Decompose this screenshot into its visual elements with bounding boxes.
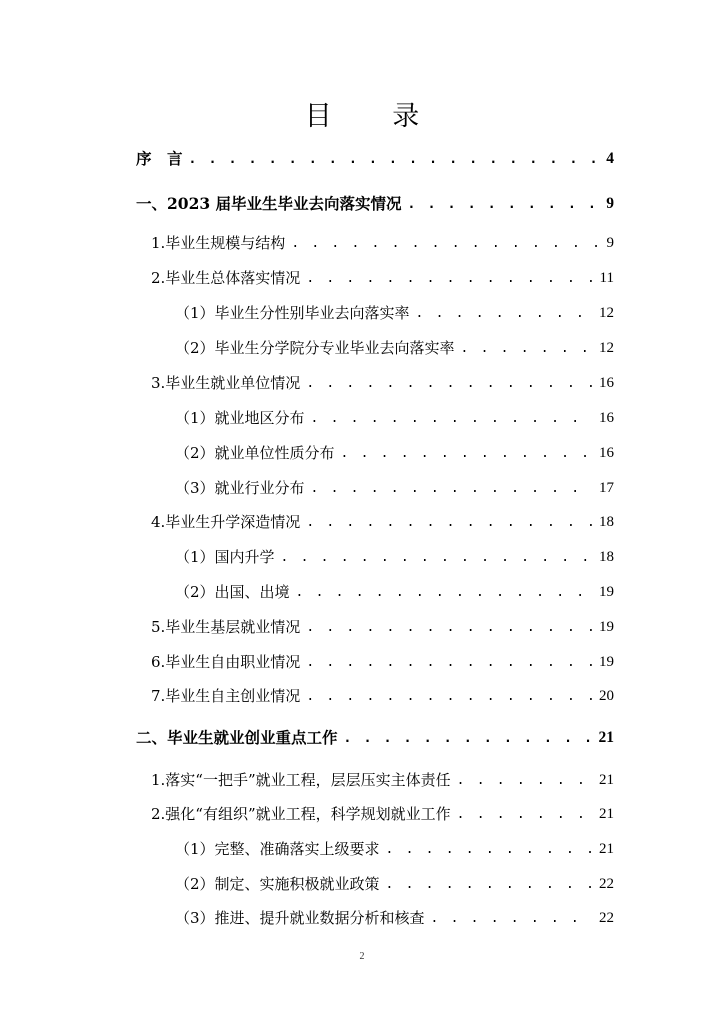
toc-leader-dots	[386, 840, 593, 860]
toc-entry[interactable]	[151, 651, 614, 673]
toc-entry-label: （3）推进、提升就业数据分析和核查	[175, 909, 425, 927]
toc-leader-dots	[386, 875, 593, 895]
toc-entry-page: 16	[599, 445, 614, 461]
toc-entry-label: （3）就业行业分布	[175, 479, 305, 497]
toc-leader-dots	[306, 687, 593, 707]
toc-entry-label: （2）就业单位性质分布	[175, 444, 335, 462]
toc-leader-dots	[281, 548, 593, 568]
toc-leader-dots	[408, 195, 601, 215]
toc-entry-page: 12	[599, 305, 614, 321]
toc-entry-label: 1.毕业生规模与结构	[151, 234, 286, 252]
toc-entry-page: 9	[606, 235, 614, 251]
toc-entry[interactable]	[151, 616, 614, 638]
toc-entry-label: 一、2023 届毕业生毕业去向落实情况	[136, 194, 402, 213]
toc-entry-page: 19	[599, 584, 614, 600]
toc-leader-dots	[461, 339, 593, 359]
toc-entry-page: 21	[599, 806, 614, 822]
toc-entry[interactable]	[175, 337, 614, 359]
toc-entry-page: 19	[599, 619, 614, 635]
toc-entry-page: 4	[606, 150, 614, 167]
toc-leader-dots	[344, 729, 593, 749]
toc-entry-label: （1）就业地区分布	[175, 409, 305, 427]
toc-leader-dots	[306, 513, 593, 533]
toc-leader-dots	[306, 374, 593, 394]
toc-entry-label: 3.毕业生就业单位情况	[151, 374, 301, 392]
toc-entry-label: 1.落实“一把手”就业工程，层层压实主体责任	[151, 771, 451, 789]
toc-entry-label: （2）制定、实施积极就业政策	[175, 875, 380, 893]
toc-entry[interactable]	[151, 232, 614, 254]
toc-entry[interactable]	[151, 511, 614, 533]
toc-entry-page: 18	[599, 549, 614, 565]
toc-entry[interactable]	[175, 838, 614, 860]
toc-entry[interactable]	[151, 685, 614, 707]
toc-leader-dots	[311, 409, 593, 429]
toc-entry-label: 2.毕业生总体落实情况	[151, 269, 301, 287]
toc-leader-dots	[457, 805, 593, 825]
toc-entry[interactable]	[151, 803, 614, 825]
toc-leader-dots	[306, 618, 593, 638]
toc-entry-section-2[interactable]	[136, 727, 614, 749]
toc-entry-page: 17	[599, 480, 614, 496]
toc-entry-label: 2.强化“有组织”就业工程，科学规划就业工作	[151, 805, 451, 823]
toc-entry-section-1[interactable]	[136, 193, 614, 215]
toc-entry[interactable]	[151, 267, 614, 289]
toc-entry-page: 21	[599, 772, 614, 788]
toc-leader-dots	[457, 771, 593, 791]
toc-entry-label: 序 言	[136, 149, 183, 168]
toc-entry-page: 18	[599, 514, 614, 530]
toc-entry-label: （1）国内升学	[175, 548, 275, 566]
toc-leader-dots	[416, 304, 593, 324]
toc-leader-dots	[306, 653, 593, 673]
toc-entry-preface[interactable]	[136, 148, 614, 170]
toc-leader-dots	[306, 269, 593, 289]
toc-entry-label: （1）完整、准确落实上级要求	[175, 840, 380, 858]
toc-leader-dots	[296, 583, 593, 603]
toc-entry-label: 7.毕业生自主创业情况	[151, 687, 301, 705]
toc-leader-dots	[311, 479, 593, 499]
toc-entry-label: 4.毕业生升学深造情况	[151, 513, 301, 531]
toc-entry[interactable]	[175, 442, 614, 464]
toc-entry[interactable]	[175, 546, 614, 568]
toc-entry-label: （1）毕业生分性别毕业去向落实率	[175, 304, 410, 322]
toc-entry-page: 22	[599, 876, 614, 892]
toc-entry[interactable]	[175, 407, 614, 429]
toc-entry-page: 9	[606, 195, 614, 212]
toc-entry[interactable]	[175, 907, 614, 929]
toc-entry-page: 21	[599, 841, 614, 857]
toc-entry-label: 6.毕业生自由职业情况	[151, 653, 301, 671]
toc-entry[interactable]	[151, 769, 614, 791]
toc-entry-page: 12	[599, 340, 614, 356]
toc-entry-page: 22	[599, 910, 614, 926]
toc-leader-dots	[189, 150, 601, 170]
toc-leader-dots	[431, 909, 593, 929]
toc-entry[interactable]	[175, 302, 614, 324]
toc-entry-page: 11	[599, 270, 614, 286]
toc-entry[interactable]	[151, 372, 614, 394]
page-title: 目 录	[304, 101, 446, 132]
toc-entry-page: 16	[599, 410, 614, 426]
toc-leader-dots	[291, 234, 600, 254]
toc-entry-label: 二、毕业生就业创业重点工作	[136, 728, 338, 747]
toc-entry-page: 19	[599, 654, 614, 670]
toc-entry-page: 16	[599, 375, 614, 391]
toc-entry-page: 20	[599, 688, 614, 704]
toc-entry-page: 21	[598, 729, 614, 746]
toc-leader-dots	[341, 444, 593, 464]
toc-entry-label: 5.毕业生基层就业情况	[151, 618, 301, 636]
toc-entry[interactable]	[175, 873, 614, 895]
toc-entry[interactable]	[175, 477, 614, 499]
page-number: 2	[359, 951, 365, 962]
toc-entry-label: （2）出国、出境	[175, 583, 290, 601]
toc-entry[interactable]	[175, 581, 614, 603]
toc-entry-label: （2）毕业生分学院分专业毕业去向落实率	[175, 339, 455, 357]
